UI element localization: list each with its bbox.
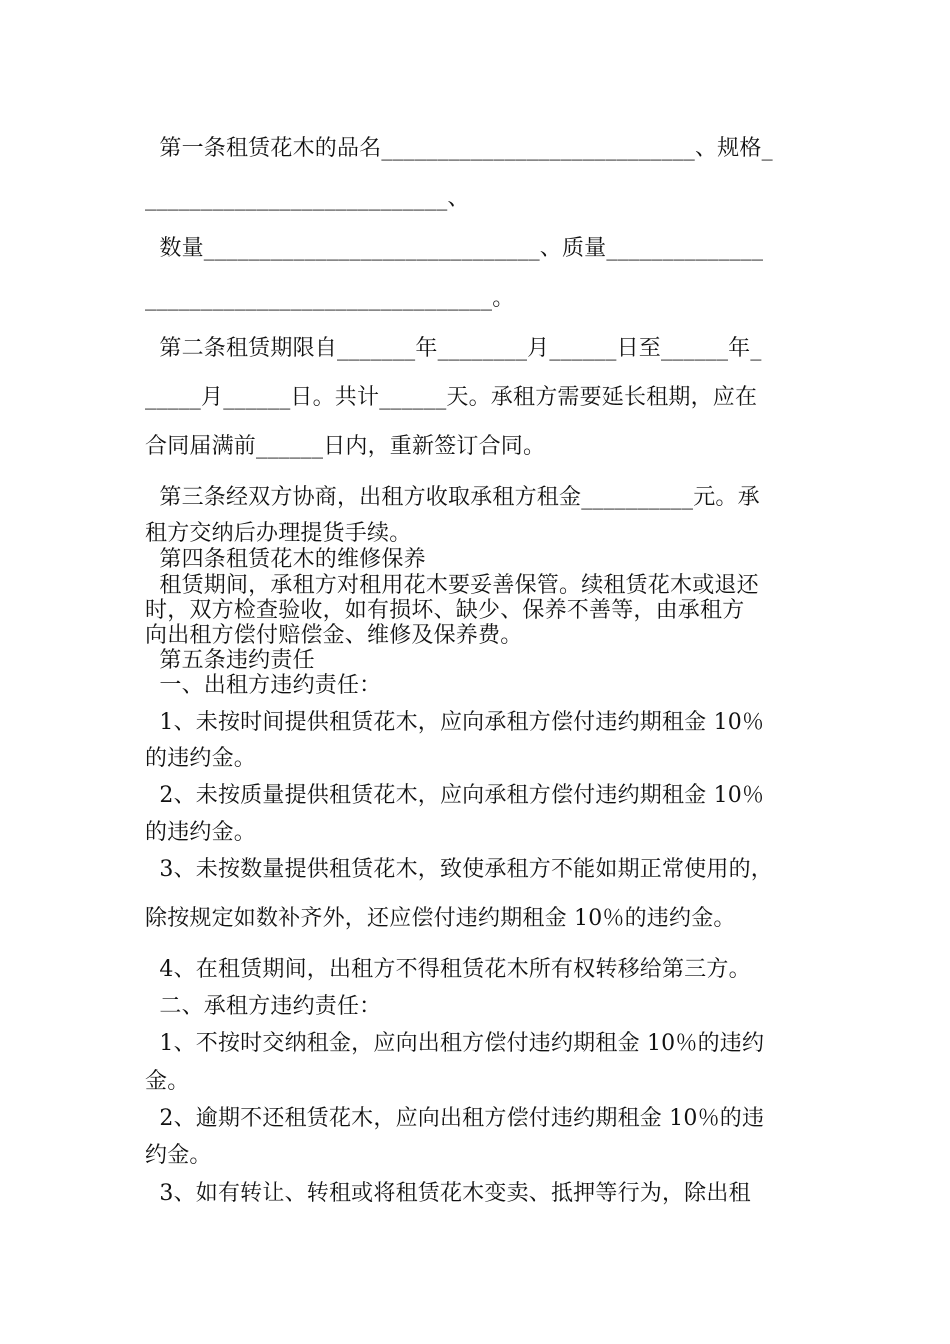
text-line: 1、未按时间提供租赁花木，应向承租方偿付违约期租金 10％ [145, 710, 765, 735]
text-line: 第三条经双方协商，出租方收取承租方租金__________元。承 [145, 485, 760, 510]
text-line: 第二条租赁期限自_______年________月______日至______年_ [145, 336, 762, 361]
text-line: 约金。 [145, 1143, 212, 1168]
text-line: ___________________________、 [145, 186, 470, 211]
text-line: 第一条租赁花木的品名____________________________、规格_ [145, 136, 773, 161]
text-line: 1、不按时交纳租金，应向出租方偿付违约期租金 10％的违约 [145, 1031, 765, 1056]
text-line: 第四条租赁花木的维修保养 [145, 547, 426, 572]
text-line: 3、如有转让、转租或将租赁花木变卖、抵押等行为，除出租 [145, 1181, 751, 1206]
text-line: 租方交纳后办理提货手续。 [145, 521, 412, 546]
text-line: 时，双方检查验收，如有损坏、缺少、保养不善等，由承租方 [145, 598, 745, 623]
text-line: 租赁期间，承租方对租用花木要妥善保管。续租赁花木或退还 [145, 573, 759, 598]
text-line: 数量______________________________、质量______________ [145, 236, 764, 261]
text-line: 2、逾期不还租赁花木，应向出租方偿付违约期租金 10％的违 [145, 1106, 765, 1131]
text-line: 向出租方偿付赔偿金、维修及保养费。 [145, 623, 523, 648]
text-line: 的违约金。 [145, 746, 257, 771]
text-line: 金。 [145, 1069, 190, 1094]
text-line: 3、未按数量提供租赁花木，致使承租方不能如期正常使用的， [145, 857, 773, 882]
text-line: 4、在租赁期间，出租方不得租赁花木所有权转移给第三方。 [145, 957, 751, 982]
text-line: 第五条违约责任 [145, 648, 315, 673]
text-line: 除按规定如数补齐外，还应偿付违约期租金 10％的违约金。 [145, 906, 736, 931]
text-line: 合同届满前______日内，重新签订合同。 [145, 434, 546, 459]
text-line: 一、出租方违约责任： [145, 673, 382, 698]
text-line: 的违约金。 [145, 820, 257, 845]
text-line: 二、承租方违约责任： [145, 994, 382, 1019]
text-line: 2、未按质量提供租赁花木，应向承租方偿付违约期租金 10％ [145, 783, 765, 808]
text-line: _______________________________。 [145, 286, 515, 311]
text-line: _____月______日。共计______天。承租方需要延长租期，应在 [145, 385, 758, 410]
